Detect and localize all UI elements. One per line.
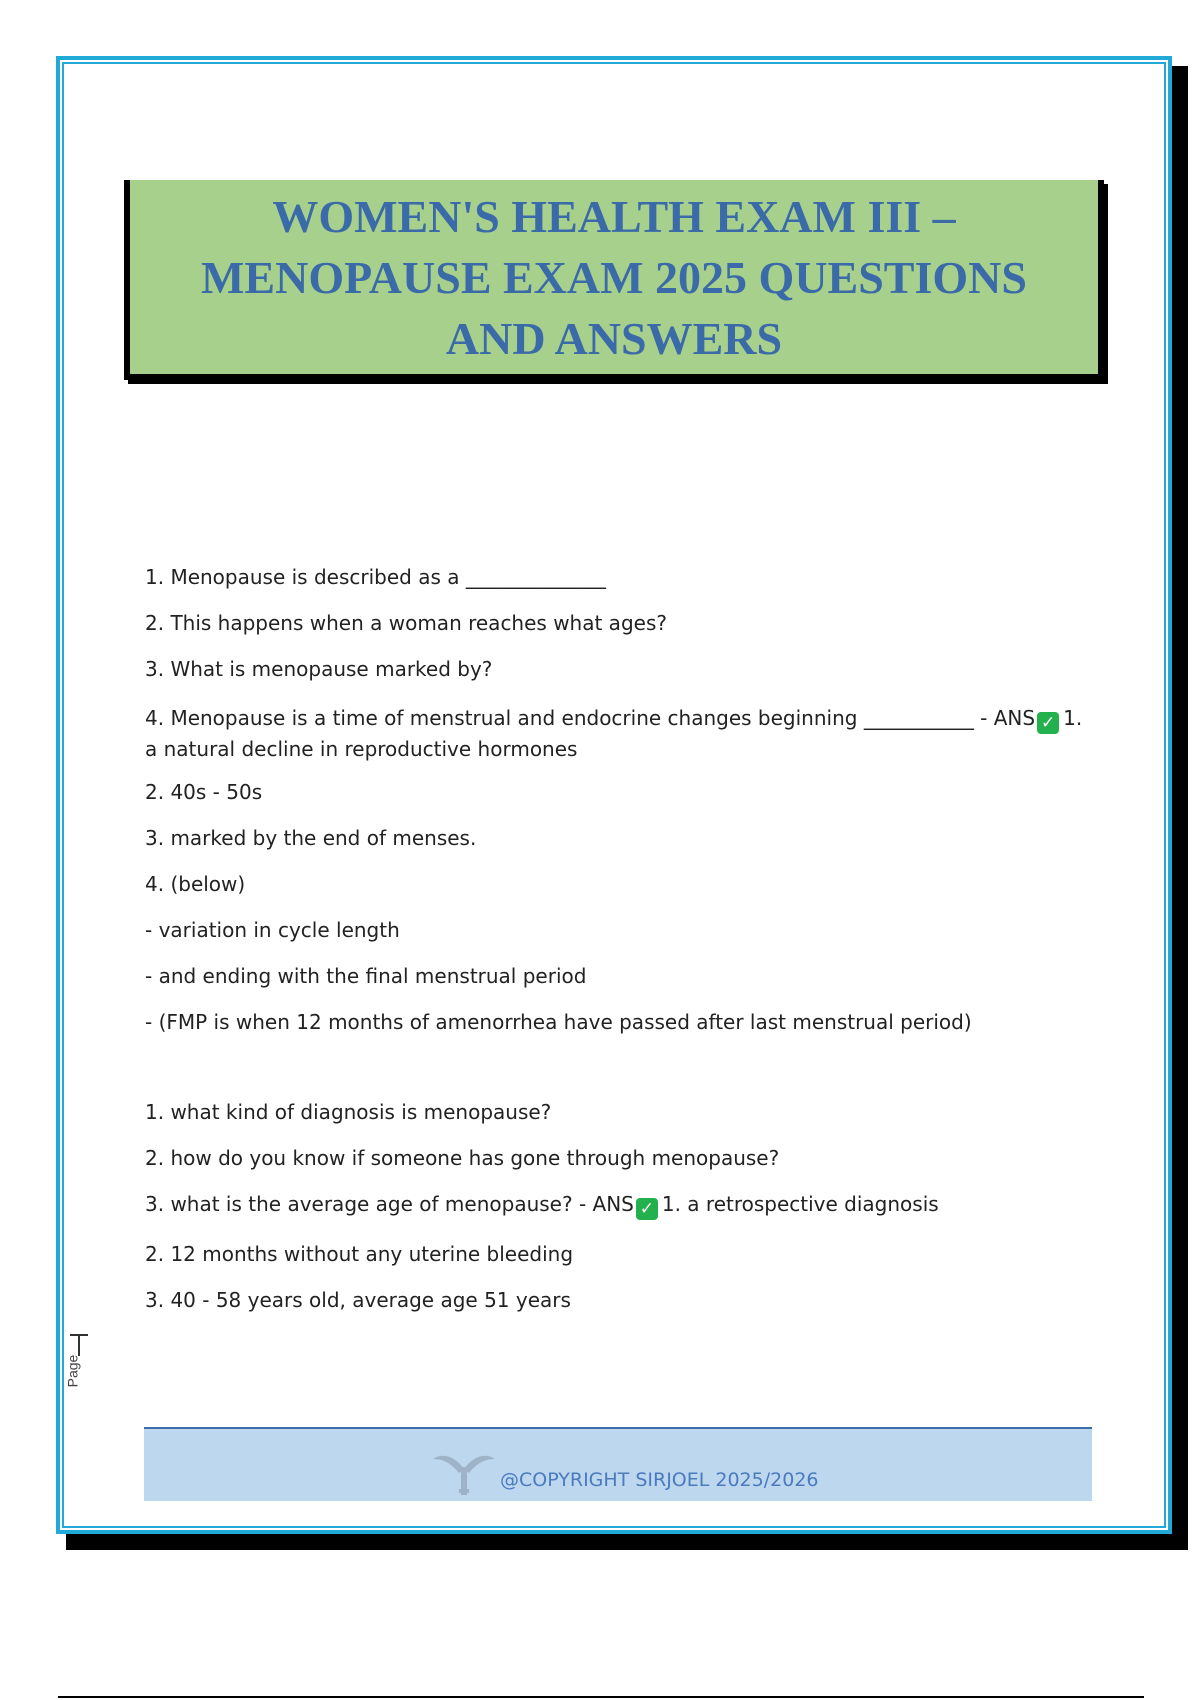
document-title: WOMEN'S HEALTH EXAM III – MENOPAUSE EXAM 2025 QUESTIONS AND ANSWERS: [201, 190, 1027, 364]
copyright-text: @COPYRIGHT SIRJOEL 2025/2026: [500, 1469, 819, 1491]
bottom-rule: [58, 1696, 1144, 1698]
footer-banner: [144, 1427, 1092, 1501]
answer-line: 3. 40 - 58 years old, average age 51 years: [145, 1288, 571, 1312]
section-gap: [145, 1056, 1095, 1100]
page-label: [64, 1338, 96, 1398]
check-mark-icon: ✓: [636, 1198, 658, 1220]
question-text: 3. what is the average age of menopause? - ANS: [145, 1192, 634, 1216]
question-line: 3. What is menopause marked by?: [145, 657, 493, 681]
document-body: [145, 565, 1095, 1334]
question-text: 4. Menopause is a time of menstrual and endocrine changes beginning ___________ - ANS: [145, 706, 1036, 730]
bullet-line: - (FMP is when 12 months of amenorrhea have passed after last menstrual period): [145, 1010, 972, 1034]
answer-line: 2. 40s - 50s: [145, 780, 263, 804]
logo-icon: [429, 1447, 499, 1497]
answer-line: 3. marked by the end of menses.: [145, 826, 477, 850]
title-banner: [124, 180, 1104, 380]
check-mark-icon: ✓: [1037, 712, 1059, 734]
question-line: 2. This happens when a woman reaches what ages?: [145, 611, 667, 635]
question-line: 1. Menopause is described as a ______________: [145, 565, 606, 589]
answer-line: 2. 12 months without any uterine bleeding: [145, 1242, 574, 1266]
page-label-text: Page: [64, 1354, 81, 1388]
answer-line: 4. (below): [145, 872, 246, 896]
question-line: 1. what kind of diagnosis is menopause?: [145, 1100, 552, 1124]
answer-text: 1. a retrospective diagnosis: [661, 1192, 939, 1216]
question-line: 2. how do you know if someone has gone through menopause?: [145, 1146, 780, 1170]
answer-text: 1. a natural decline in reproductive hormones: [145, 706, 1083, 761]
question-answer-line: [145, 703, 1095, 764]
bullet-line: - and ending with the final menstrual period: [145, 964, 587, 988]
question-answer-line: [145, 1192, 1095, 1220]
bullet-line: - variation in cycle length: [145, 918, 400, 942]
